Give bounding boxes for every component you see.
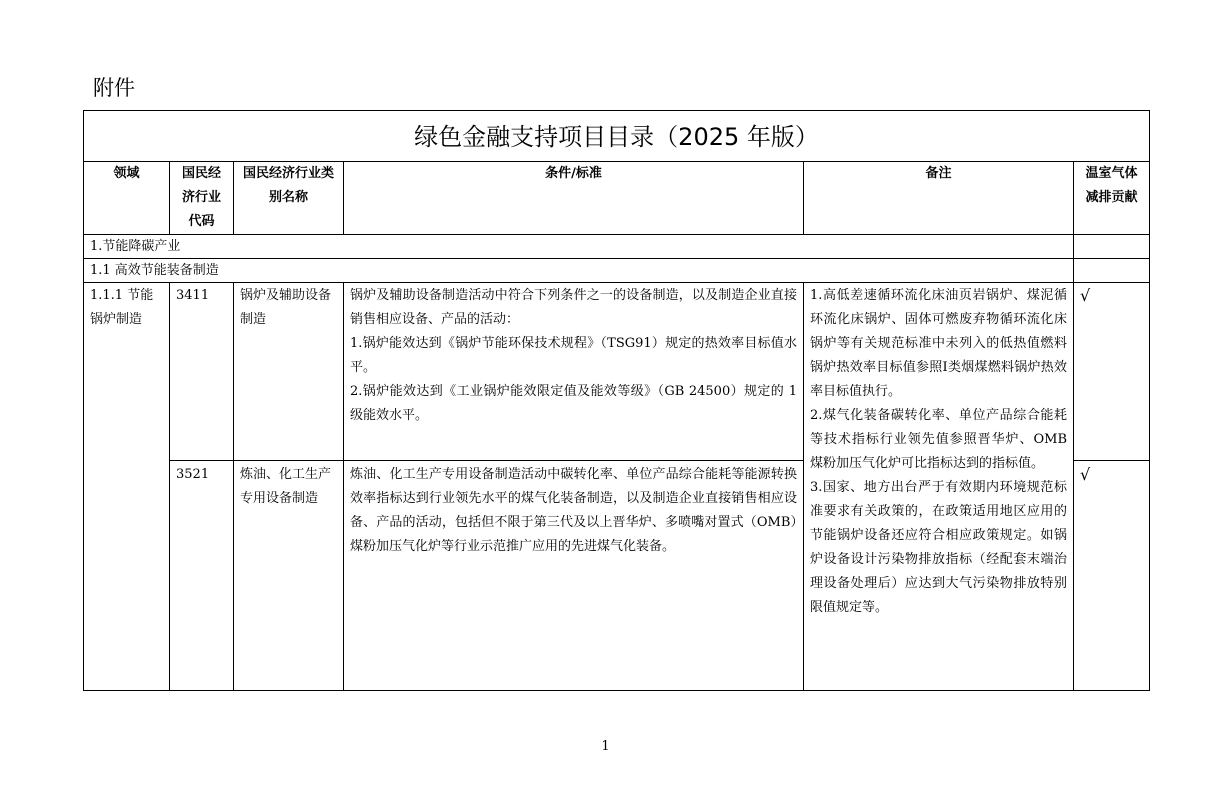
condition-intro: 锅炉及辅助设备制造活动中符合下列条件之一的设备制造，以及制造企业直接销售相应设备、产品的活动： <box>350 288 797 327</box>
header-domain: 领域 <box>84 162 170 235</box>
subdomain-cell: 1.1.1 节能锅炉制造 <box>84 283 170 691</box>
ghg-check-icon: √ <box>1074 461 1150 691</box>
section-ghg-cell <box>1074 235 1150 259</box>
industry-category-cell: 炼油、化工生产专用设备制造 <box>234 461 344 691</box>
subsection-row <box>84 259 1150 283</box>
remark-item: 2.煤气化装备碳转化率、单位产品综合能耗等技术指标行业领先值参照晋华炉、OMB 煤粉加压气化炉可比指标达到的指标值。 <box>810 408 1067 471</box>
table-title: 绿色金融支持项目目录（2025 年版） <box>84 111 1150 162</box>
remark-item: 1.高低差速循环流化床油页岩锅炉、煤泥循环流化床锅炉、固体可燃废弃物循环流化床锅炉等有关规范标准中未列入的低热值燃料锅炉热效率目标值参照Ⅰ类烟煤燃料锅炉热效率目标值执行。 <box>810 288 1067 399</box>
table-header-row <box>84 162 1150 235</box>
section-title: 1.节能降碳产业 <box>84 235 1074 259</box>
condition-item: 2.锅炉能效达到《工业锅炉能效限定值及能效等级》（GB 24500）规定的 1 级能效水平。 <box>350 384 797 423</box>
attachment-label: 附件 <box>93 76 135 100</box>
subsection-title: 1.1 高效节能装备制造 <box>84 259 1074 283</box>
industry-code-cell: 3521 <box>170 461 234 691</box>
industry-code-cell: 3411 <box>170 283 234 461</box>
section-row <box>84 235 1150 259</box>
header-condition: 条件/标准 <box>344 162 804 235</box>
header-industry-category: 国民经济行业类别名称 <box>234 162 344 235</box>
ghg-check-icon: √ <box>1074 283 1150 461</box>
header-ghg-contribution: 温室气体减排贡献 <box>1074 162 1150 235</box>
table-row <box>84 283 1150 461</box>
header-industry-code: 国民经济行业代码 <box>170 162 234 235</box>
remark-cell <box>804 283 1074 691</box>
page-number: 1 <box>601 739 610 754</box>
catalog-table <box>83 110 1150 691</box>
subsection-ghg-cell <box>1074 259 1150 283</box>
industry-category-cell: 锅炉及辅助设备制造 <box>234 283 344 461</box>
condition-cell <box>344 283 804 461</box>
condition-cell: 炼油、化工生产专用设备制造活动中碳转化率、单位产品综合能耗等能源转换效率指标达到行业领先水平的煤气化装备制造，以及制造企业直接销售相应设备、产品的活动，包括但不限于第三代及以上晋华炉、多喷嘴对置式（OMB）煤粉加压气化炉等行业示范推广应用的先进煤气化装备。 <box>344 461 804 691</box>
header-remark: 备注 <box>804 162 1074 235</box>
remark-item: 3.国家、地方出台严于有效期内环境规范标准要求有关政策的，在政策适用地区应用的节能锅炉设备还应符合相应政策规定。如锅炉设备设计污染物排放指标（经配套末端治理设备处理后）应达到大气污染物排放特别限值规定等。 <box>810 480 1067 615</box>
condition-item: 1.锅炉能效达到《锅炉节能环保技术规程》（TSG91）规定的热效率目标值水平。 <box>350 336 797 375</box>
